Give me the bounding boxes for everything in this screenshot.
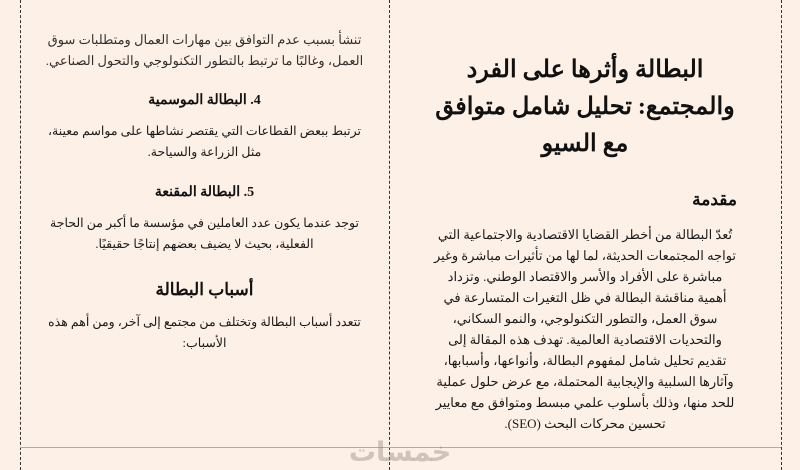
watermark-text: خمسات <box>348 437 452 468</box>
bottom-divider <box>20 447 781 448</box>
page-guide-right <box>781 0 782 470</box>
column-right <box>389 0 781 470</box>
document-title: البطالة وأثرها على الفرد والمجتمع: تحليل شامل متوافق مع السيو <box>435 57 735 158</box>
introduction-paragraph: تُعدّ البطالة من أخطر القضايا الاقتصادية والاجتماعية التي تواجه المجتمعات الحديثة، لما لها من تأثيرات مباشرة وغير مباشرة على الأفراد والأسر والاقتصاد الوطني. وتزداد أهمية مناقشة البطالة في ظل التغيرات المتسارعة في سوق العمل، والتطور التكنولوجي، والنمو السكاني، والتحديات الاقتصادية العالمية. تهدف هذه المقالة إلى تقديم تحليل شامل لمفهوم البطالة، وأنواعها، وأسبابها، وآثارها السلبية والإيجابية المحتملة، مع عرض حلول عملية للحد منها، وذلك بأسلوب علمي مبسط ومتوافق مع معايير تحسين محركات البحث (SEO). <box>433 226 737 431</box>
column-left <box>20 0 389 470</box>
section-heading-introduction: مقدمة <box>692 189 737 209</box>
paragraph-causes-of-unemployment: تتعدد أسباب البطالة وتختلف من مجتمع إلى آخر، ومن أهم هذه الأسباب: <box>48 314 361 351</box>
paragraph-seasonal-unemployment: ترتبط ببعض القطاعات التي يقتصر نشاطها على مواسم معينة، مثل الزراعة والسياحة. <box>48 123 361 160</box>
heading-disguised-unemployment: 5. البطالة المقنعة <box>154 184 255 200</box>
heading-seasonal-unemployment: 4. البطالة الموسمية <box>148 92 261 108</box>
truncated-paragraph-top: تنشأ بسبب عدم التوافق بين مهارات العمال ومتطلبات سوق العمل، وغالبًا ما ترتبط بالتطور التكنولوجي والتحول الصناعي. <box>45 32 364 68</box>
paragraph-disguised-unemployment: توجد عندما يكون عدد العاملين في مؤسسة ما أكبر من الحاجة الفعلية، بحيث لا يضيف بعضهم إنتاجًا حقيقيًا. <box>50 215 359 252</box>
heading-causes-of-unemployment: أسباب البطالة <box>155 279 254 299</box>
